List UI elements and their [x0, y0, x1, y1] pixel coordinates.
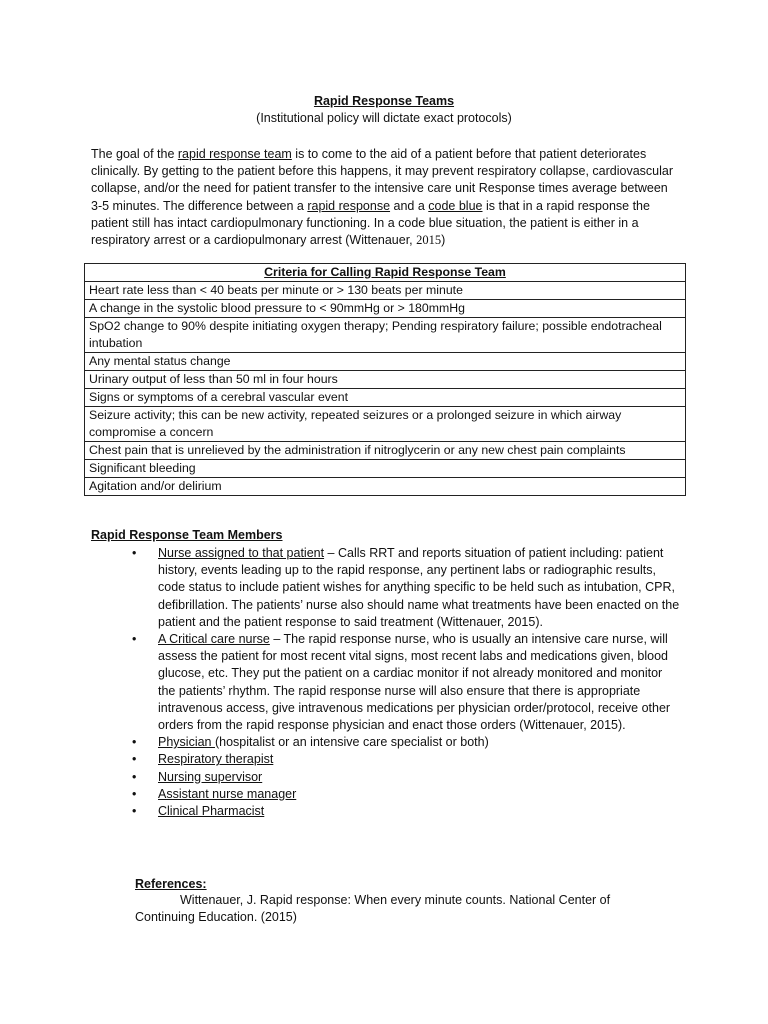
table-row — [85, 460, 686, 478]
bullet-icon: • — [132, 735, 137, 750]
criteria-cell: A change in the systolic blood pressure to < 90mmHg or > 180mmHg — [85, 300, 686, 318]
bullet-icon: • — [132, 804, 137, 819]
criteria-table — [84, 263, 686, 496]
intro-paragraph — [91, 146, 681, 249]
intro-text-5: ) — [441, 233, 446, 248]
criteria-header-row — [85, 264, 686, 282]
member-description: – The rapid response nurse, who is usually an intensive care nurse, will assess the patient for most recent vital signs, most recent labs and medications given, blood glucose, etc. They put the patient on a cardiac monitor if not already monitored and monitor the patients’ rhythm. The rapid response nurse will also ensure that there is appropriate intravenous access, give intravenous medications per physician order/protocol, receive other orders from the rapid response physician and enact those orders (Wittenauer, 2015). — [158, 632, 671, 733]
intro-text-4: is that in a rapid response the patient still has intact cardiopulmonary functioning. In a code blue situation, the patient is either in a respiratory arrest or a cardiopulmonary arrest (Wittenauer, — [91, 198, 650, 248]
criteria-cell: Any mental status change — [85, 353, 686, 371]
member-label: Respiratory therapist — [158, 752, 274, 767]
table-row — [85, 300, 686, 318]
table-row — [85, 353, 686, 371]
member-label: Nursing supervisor — [158, 769, 263, 784]
list-item — [91, 734, 681, 751]
criteria-cell: Chest pain that is unrelieved by the administration if nitroglycerin or any new chest pain complaints — [85, 442, 686, 460]
member-label: Clinical Pharmacist — [158, 804, 265, 819]
criteria-cell: Heart rate less than < 40 beats per minute or > 130 beats per minute — [85, 282, 686, 300]
bullet-icon: • — [132, 632, 137, 647]
intro-text-3: and a — [390, 198, 429, 213]
document-subtitle: (Institutional policy will dictate exact protocols) — [256, 111, 512, 125]
table-row — [85, 282, 686, 300]
term-code-blue: code blue — [428, 198, 483, 213]
term-rapid-response: rapid response — [307, 198, 391, 213]
list-item — [91, 769, 681, 786]
member-label: Assistant nurse manager — [158, 786, 297, 801]
criteria-cell: SpO2 change to 90% despite initiating oxygen therapy; Pending respiratory failure; possible endotracheal intubation — [85, 318, 686, 353]
bullet-icon: • — [132, 752, 137, 767]
list-item — [91, 751, 681, 768]
list-item — [91, 786, 681, 803]
table-row — [85, 371, 686, 389]
list-item — [91, 545, 681, 631]
criteria-cell: Seizure activity; this can be new activity, repeated seizures or a prolonged seizure in which airway compromise a concern — [85, 407, 686, 442]
bullet-icon: • — [132, 786, 137, 801]
reference-entry: Wittenauer, J. Rapid response: When every minute counts. National Center of Continuing Education. (2015) — [135, 893, 611, 925]
table-row — [85, 318, 686, 353]
list-item — [91, 631, 681, 734]
intro-text-1: The goal of the — [91, 147, 178, 161]
criteria-cell: Significant bleeding — [85, 460, 686, 478]
table-row — [85, 442, 686, 460]
members-list — [91, 545, 681, 820]
criteria-cell: Agitation and/or delirium — [85, 478, 686, 496]
criteria-cell: Urinary output of less than 50 ml in four hours — [85, 371, 686, 389]
term-rapid-response-team: rapid response team — [177, 147, 292, 161]
members-heading: Rapid Response Team Members — [91, 528, 283, 542]
member-description: – Calls RRT and reports situation of patient including: patient history, events leading up to the rapid response, any pertinent labs or radiographic results, code status to include patient wishes for anything specific to be held such as intubation, CPR, defibrillation. The patients’ nurse also should name what treatments have been enacted on the patient and the patient response to said treatment (Wittenauer, 2015). — [158, 546, 680, 629]
bullet-icon: • — [132, 769, 137, 784]
bullet-icon: • — [132, 546, 137, 560]
table-row — [85, 389, 686, 407]
criteria-header: Criteria for Calling Rapid Response Team — [85, 264, 686, 282]
list-item — [91, 803, 681, 820]
member-label: A Critical care nurse — [158, 632, 270, 647]
document-title: Rapid Response Teams — [313, 94, 455, 108]
member-label: Nurse assigned to that patient — [158, 546, 325, 560]
table-row — [85, 407, 686, 442]
criteria-cell: Signs or symptoms of a cerebral vascular event — [85, 389, 686, 407]
intro-text-2: is to come to the aid of a patient before that patient deteriorates clinically. By getting to the patient before this happens, it may prevent respiratory collapse, cardiovascular collapse, and/or the need for patient transfer to the intensive care unit Response times average between 3-5 minutes. The difference between a — [91, 147, 674, 213]
intro-year: 2015 — [416, 233, 442, 248]
member-description: (hospitalist or an intensive care specialist or both) — [214, 735, 489, 750]
references-heading: References: — [135, 877, 207, 891]
table-row — [85, 478, 686, 496]
member-label: Physician — [158, 735, 215, 750]
